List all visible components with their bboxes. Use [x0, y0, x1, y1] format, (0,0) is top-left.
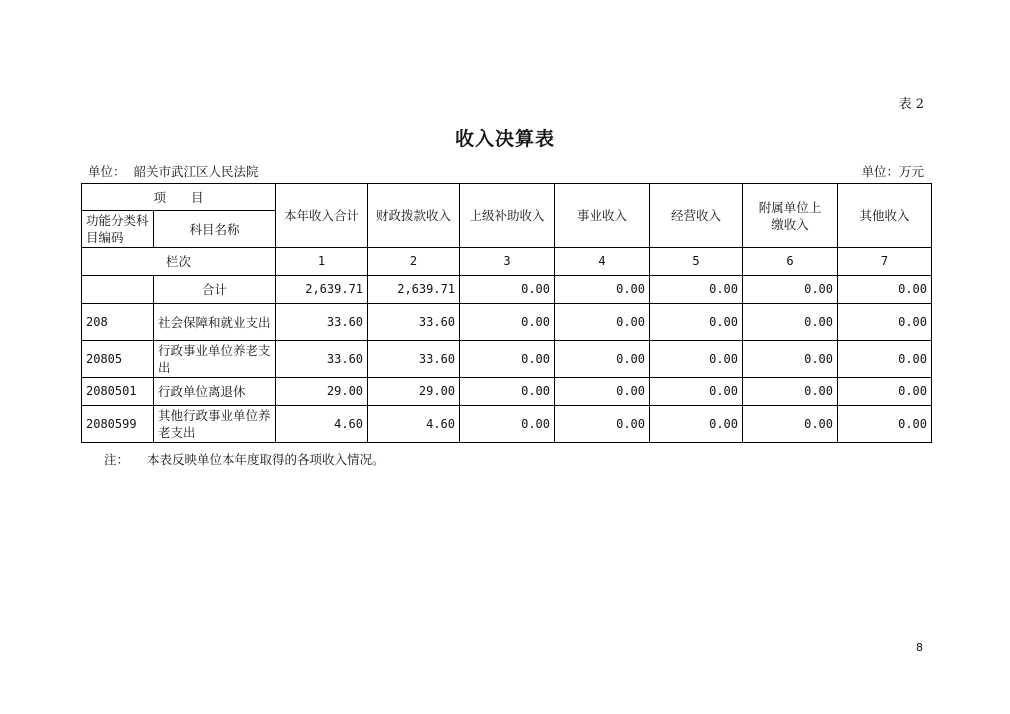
- row-value: 0.00: [555, 341, 650, 378]
- row-value: 0.00: [838, 304, 932, 341]
- row-value: 29.00: [276, 378, 368, 406]
- row-value: 0.00: [460, 304, 555, 341]
- total-value: 0.00: [838, 276, 932, 304]
- row-value: 33.60: [368, 304, 460, 341]
- header-col-4: 事业收入: [555, 184, 650, 248]
- total-row: [82, 276, 932, 304]
- row-value: 0.00: [555, 406, 650, 443]
- total-value: 0.00: [460, 276, 555, 304]
- table-row: [82, 341, 932, 378]
- row-value: 0.00: [838, 378, 932, 406]
- row-value: 0.00: [650, 378, 743, 406]
- order-number: 5: [650, 248, 743, 276]
- row-name: 社会保障和就业支出: [154, 304, 276, 341]
- page-title: 收入决算表: [454, 128, 555, 150]
- unit-org-name: 韶关市武江区人民法院: [133, 164, 259, 179]
- order-number: 2: [368, 248, 460, 276]
- total-value: 0.00: [650, 276, 743, 304]
- row-value: 33.60: [368, 341, 460, 378]
- header-subject-name: 科目名称: [154, 211, 276, 248]
- row-name: 行政事业单位养老支出: [154, 341, 276, 378]
- order-number: 1: [276, 248, 368, 276]
- table-row: [82, 304, 932, 341]
- total-code-cell: [82, 276, 154, 304]
- table-note: [104, 450, 385, 468]
- header-row-1: [82, 184, 932, 211]
- order-number: 7: [838, 248, 932, 276]
- header-col-7: 其他收入: [838, 184, 932, 248]
- row-name: 其他行政事业单位养老支出: [154, 406, 276, 443]
- table-row: [82, 378, 932, 406]
- row-value: 0.00: [460, 378, 555, 406]
- total-value: 2,639.71: [276, 276, 368, 304]
- row-code: 20805: [82, 341, 154, 378]
- row-code: 208: [82, 304, 154, 341]
- row-value: 29.00: [368, 378, 460, 406]
- page-number: 8: [916, 641, 923, 654]
- row-value: 0.00: [838, 341, 932, 378]
- row-value: 0.00: [650, 406, 743, 443]
- note-label: 注：: [104, 452, 130, 467]
- order-number: 6: [743, 248, 838, 276]
- header-item: 项 目: [82, 184, 276, 211]
- row-value: 0.00: [743, 378, 838, 406]
- row-value: 0.00: [743, 341, 838, 378]
- total-value: 0.00: [555, 276, 650, 304]
- header-col-3: 上级补助收入: [460, 184, 555, 248]
- row-value: 0.00: [555, 304, 650, 341]
- row-value: 0.00: [838, 406, 932, 443]
- table-number: 表 2: [898, 97, 924, 112]
- table-row: [82, 406, 932, 443]
- income-table: [81, 183, 932, 443]
- row-name: 行政单位离退休: [154, 378, 276, 406]
- header-col-5: 经营收入: [650, 184, 743, 248]
- header-col-1: 本年收入合计: [276, 184, 368, 248]
- row-code: 2080501: [82, 378, 154, 406]
- order-row: [82, 248, 932, 276]
- row-value: 0.00: [743, 406, 838, 443]
- row-value: 0.00: [650, 341, 743, 378]
- total-value: 0.00: [743, 276, 838, 304]
- header-func-code: 功能分类科目编码: [82, 211, 154, 248]
- order-number: 4: [555, 248, 650, 276]
- row-value: 4.60: [368, 406, 460, 443]
- header-col-6: 附属单位上缴收入: [743, 184, 838, 248]
- unit-currency: 单位：万元: [861, 164, 924, 179]
- row-value: 33.60: [276, 304, 368, 341]
- order-number: 3: [460, 248, 555, 276]
- note-text: 本表反映单位本年度取得的各项收入情况。: [147, 452, 385, 467]
- unit-label: 单位：: [88, 164, 126, 179]
- row-value: 0.00: [460, 406, 555, 443]
- row-value: 0.00: [555, 378, 650, 406]
- row-value: 33.60: [276, 341, 368, 378]
- order-label: 栏次: [82, 248, 276, 276]
- row-value: 4.60: [276, 406, 368, 443]
- total-value: 2,639.71: [368, 276, 460, 304]
- row-value: 0.00: [650, 304, 743, 341]
- total-label: 合计: [154, 276, 276, 304]
- row-code: 2080599: [82, 406, 154, 443]
- unit-organization: [88, 162, 259, 180]
- header-col-2: 财政拨款收入: [368, 184, 460, 248]
- row-value: 0.00: [460, 341, 555, 378]
- row-value: 0.00: [743, 304, 838, 341]
